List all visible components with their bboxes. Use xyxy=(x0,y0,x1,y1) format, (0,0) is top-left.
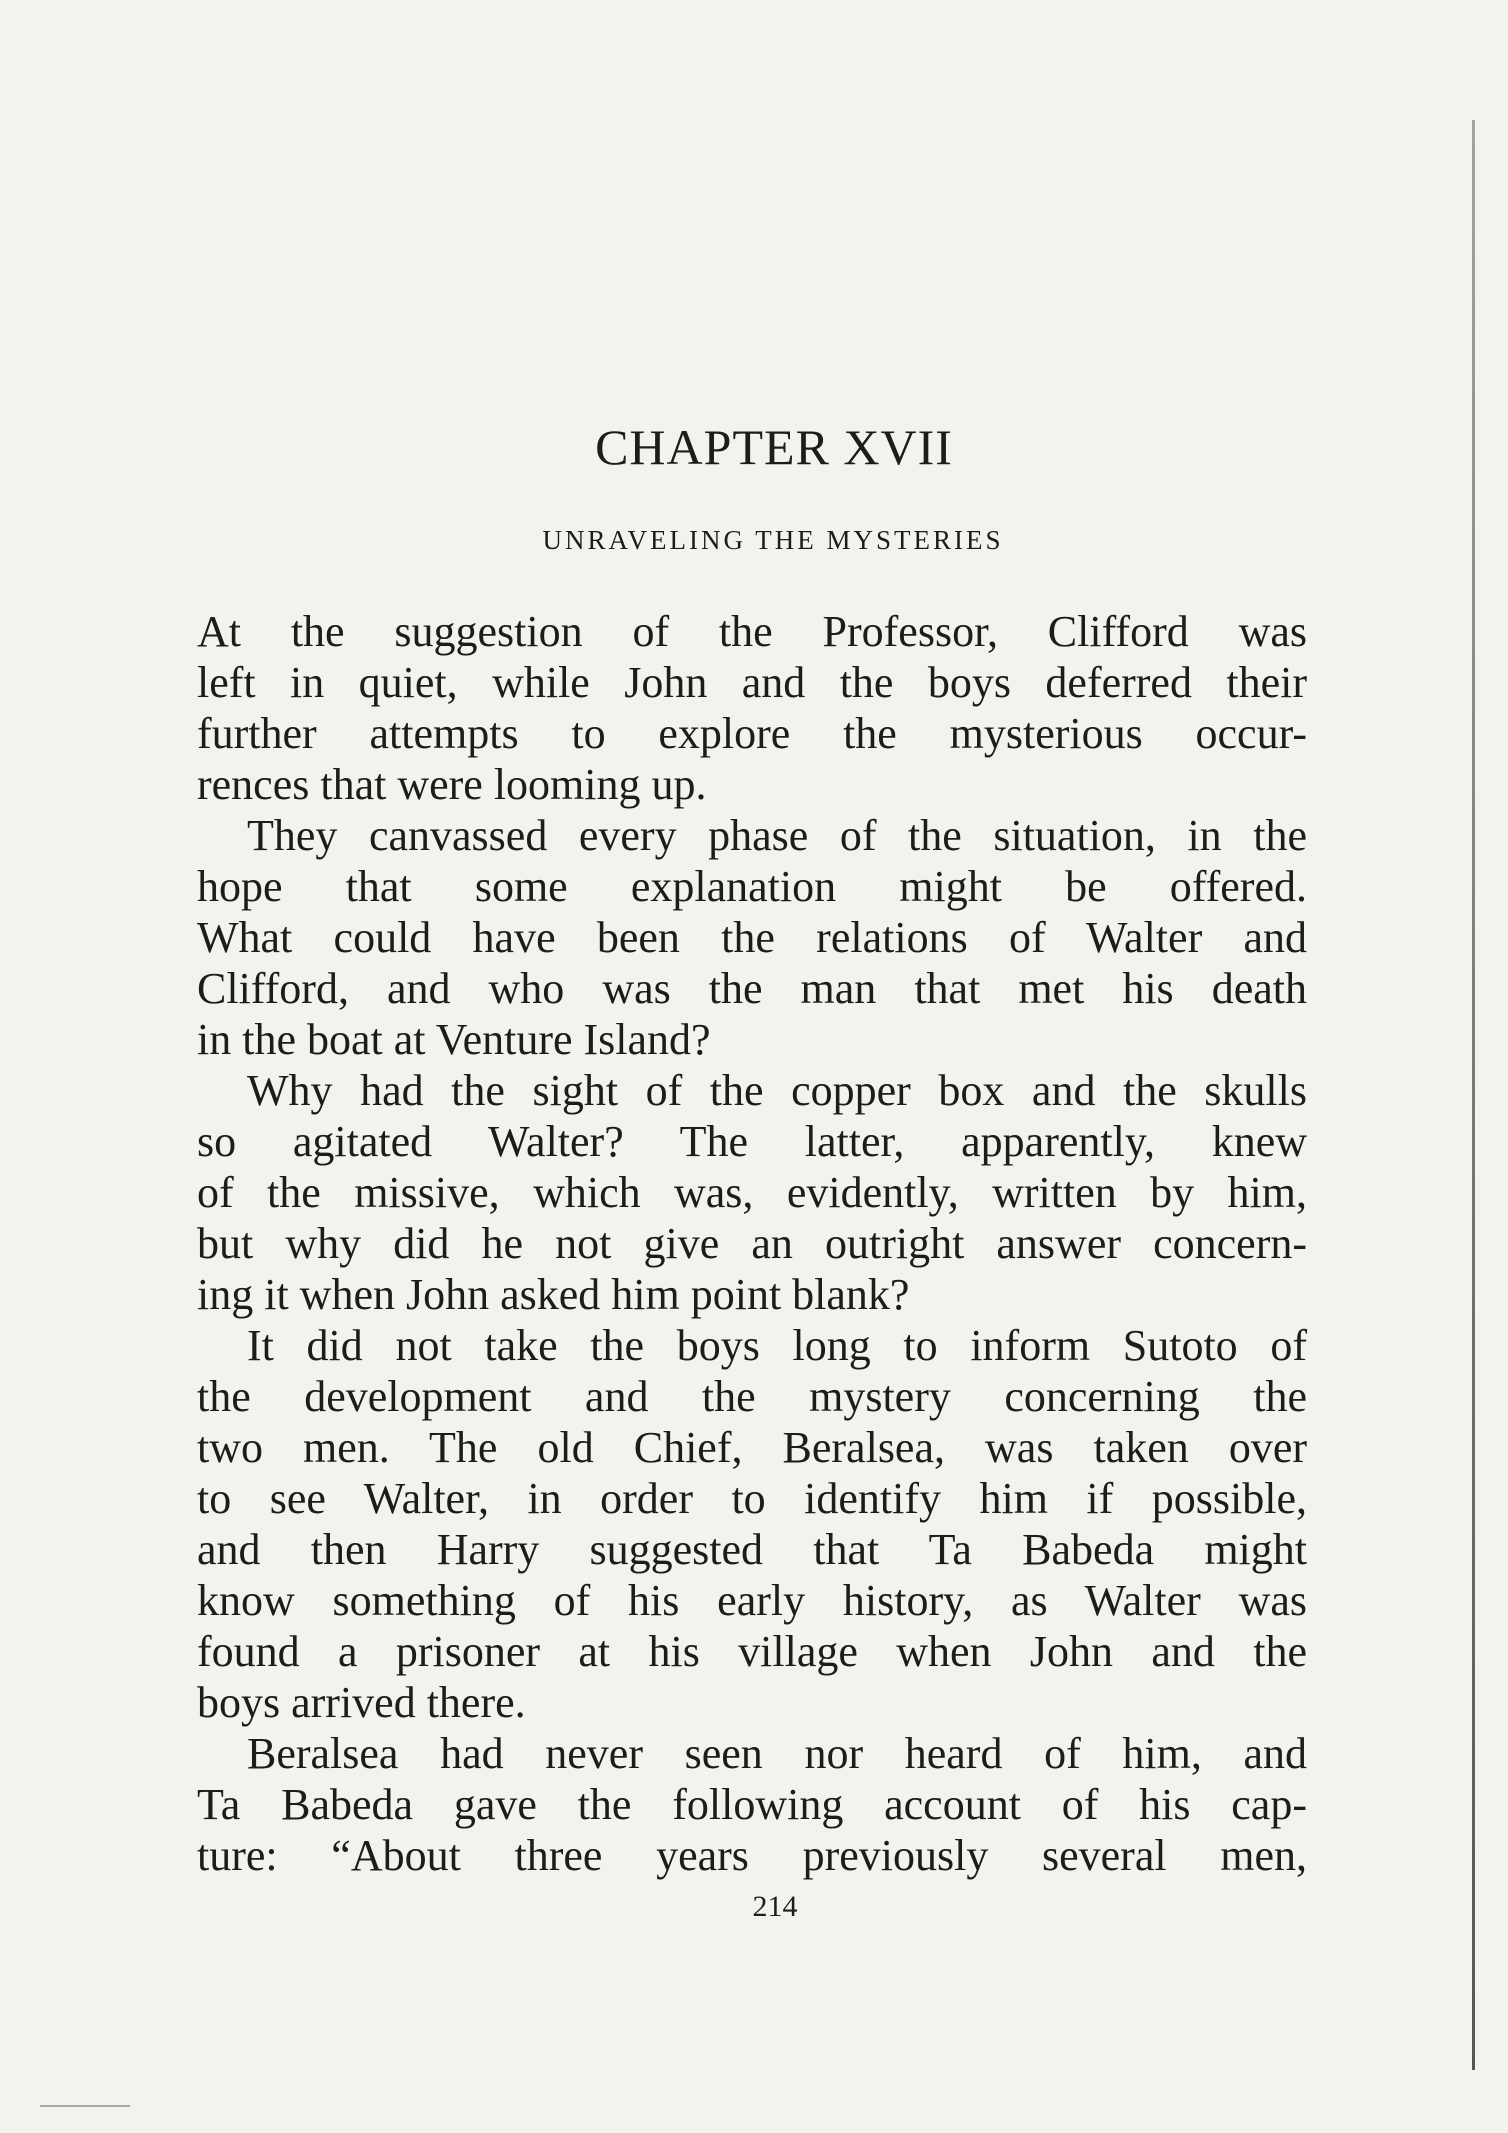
text-line: At the suggestion of the Professor, Clifford was xyxy=(197,607,1307,656)
binding-edge-line xyxy=(1472,120,1475,2070)
text-line: know something of his early history, as Walter was xyxy=(197,1576,1307,1625)
text-line: boys arrived there. xyxy=(197,1678,526,1727)
text-line: but why did he not give an outright answer concern- xyxy=(197,1219,1307,1268)
chapter-subtitle: UNRAVELING THE MYSTERIES xyxy=(542,525,1004,555)
text-line: ing it when John asked him point blank? xyxy=(197,1270,910,1319)
text-line: Why had the sight of the copper box and the skulls xyxy=(247,1066,1307,1115)
text-line: Ta Babeda gave the following account of his cap- xyxy=(197,1780,1307,1829)
text-line: Beralsea had never seen nor heard of him, and xyxy=(247,1729,1307,1778)
text-line: hope that some explanation might be offered. xyxy=(197,862,1307,911)
text-line: and then Harry suggested that Ta Babeda might xyxy=(197,1525,1307,1574)
text-line: further attempts to explore the mysterious occur- xyxy=(197,709,1307,758)
text-line: of the missive, which was, evidently, written by him, xyxy=(197,1168,1307,1217)
text-line: so agitated Walter? The latter, apparently, knew xyxy=(197,1117,1307,1166)
text-line: to see Walter, in order to identify him if possible, xyxy=(197,1474,1307,1523)
text-line: ture: “About three years previously several men, xyxy=(197,1831,1307,1880)
text-line: Clifford, and who was the man that met his death xyxy=(197,964,1307,1013)
text-line: They canvassed every phase of the situation, in the xyxy=(247,811,1307,860)
chapter-title: CHAPTER XVII xyxy=(595,419,953,475)
text-line: in the boat at Venture Island? xyxy=(197,1015,711,1064)
text-line: rences that were looming up. xyxy=(197,760,707,809)
text-line: What could have been the relations of Walter and xyxy=(197,913,1307,962)
text-line: left in quiet, while John and the boys deferred their xyxy=(197,658,1307,707)
page-scratch-mark xyxy=(40,2105,130,2107)
text-line: found a prisoner at his village when John and the xyxy=(197,1627,1307,1676)
text-line: two men. The old Chief, Beralsea, was taken over xyxy=(197,1423,1307,1472)
text-line: the development and the mystery concerning the xyxy=(197,1372,1307,1421)
page-number: 214 xyxy=(752,1890,798,1923)
text-line: It did not take the boys long to inform Sutoto of xyxy=(247,1321,1307,1370)
body-text xyxy=(197,606,1307,1881)
